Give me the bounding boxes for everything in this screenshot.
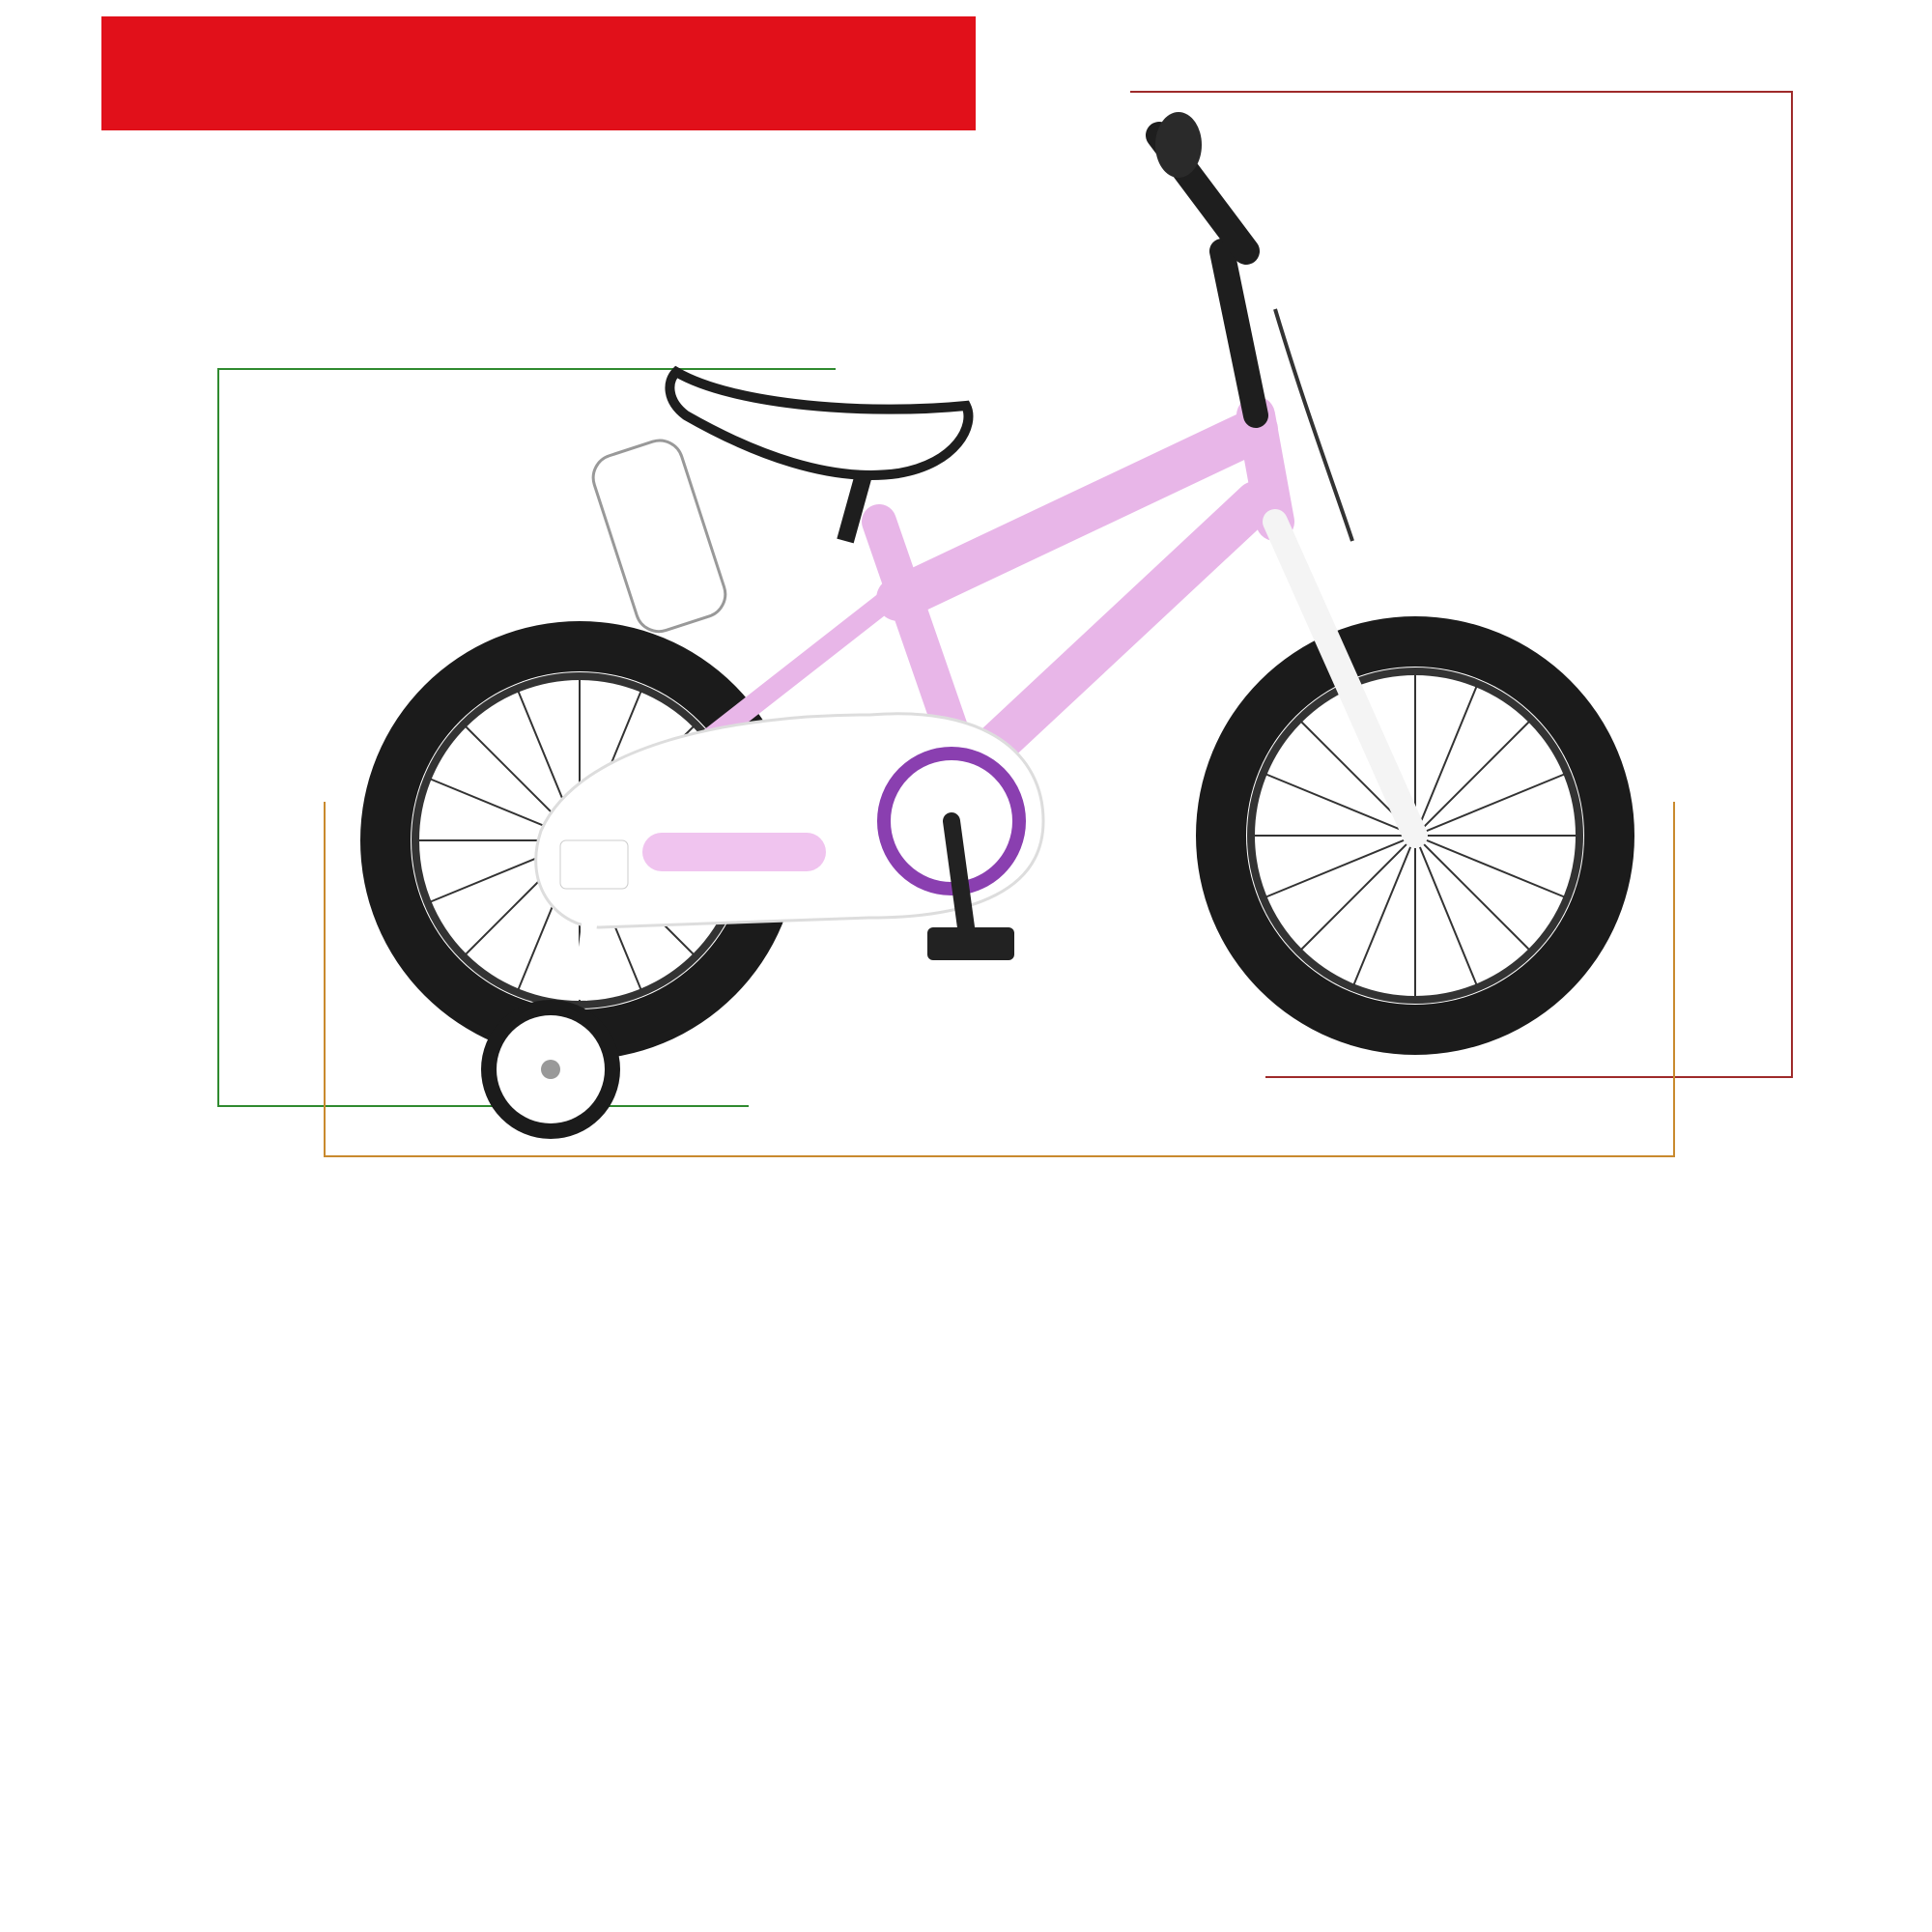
handlebar-grip bbox=[1155, 112, 1202, 178]
water-bottle bbox=[587, 435, 731, 638]
training-wheel-bracket bbox=[560, 840, 628, 889]
handlebar-stem bbox=[1222, 251, 1256, 415]
pedal bbox=[927, 927, 1014, 960]
saddle bbox=[669, 372, 968, 475]
